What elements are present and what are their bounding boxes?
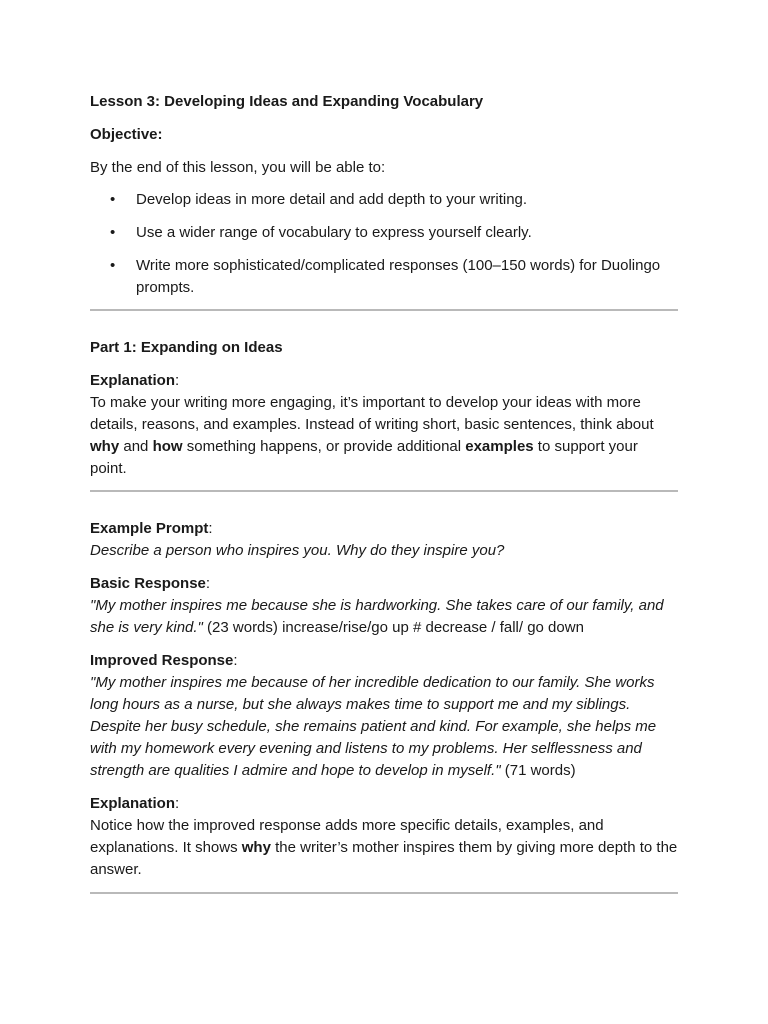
bold-run: examples — [465, 438, 534, 455]
text-run: to support your point. — [90, 438, 638, 477]
improved-response-block — [90, 650, 678, 782]
objective-item: • Develop ideas in more detail and add depth to your writing. — [90, 189, 678, 211]
objective-list — [90, 189, 678, 299]
objective-item: • Use a wider range of vocabulary to express yourself clearly. — [90, 222, 678, 244]
objective-heading: Objective: — [90, 126, 163, 143]
example-prompt-label — [90, 518, 678, 540]
document-page — [90, 91, 678, 894]
text-run: Notice how the improved response adds more specific details, examples, and explanations. It shows — [90, 817, 604, 856]
example-prompt-text: Describe a person who inspires you. Why do they inspire you? — [90, 542, 505, 559]
lesson-title: Lesson 3: Developing Ideas and Expanding Vocabulary — [90, 93, 484, 110]
text-run: and — [119, 438, 153, 455]
label-text: Improved Response — [90, 652, 234, 669]
text-run: (71 words) — [500, 762, 576, 779]
text-run: something happens, or provide additional — [182, 438, 466, 455]
quote-run: "My mother inspires me because she is hardworking. She takes care of our family, and she is very kind." — [90, 597, 664, 636]
quote-run: "My mother inspires me because of her incredible dedication to our family. She works long hours as a nurse, but she always makes time to support me and my siblings. Despite her busy schedule, she remains patient and kind. For example, she helps me with my homework every evening and listens to my problems. Her selflessness and strength are qualities I admire and hope to develop in myself." — [90, 674, 657, 779]
improved-response-label — [90, 650, 678, 672]
label-colon: : — [233, 652, 238, 669]
label-colon: : — [175, 795, 180, 812]
section-divider — [90, 309, 678, 311]
label-text: Explanation — [90, 372, 176, 389]
label-colon: : — [208, 520, 213, 537]
bold-run: why — [90, 438, 120, 455]
example-explanation-label — [90, 793, 678, 815]
bold-run: how — [152, 438, 183, 455]
bold-run: why — [241, 839, 271, 856]
part1-title: Part 1: Expanding on Ideas — [90, 339, 283, 356]
basic-response-label — [90, 573, 678, 595]
section-divider — [90, 490, 678, 492]
objective-item: • Write more sophisticated/complicated responses (100–150 words) for Duolingo prompts. — [90, 255, 678, 299]
part1-explanation-label — [90, 370, 678, 392]
part1-explanation-text — [90, 392, 678, 480]
section-divider — [90, 892, 678, 894]
basic-response-text — [90, 595, 678, 639]
text-run: (23 words) increase/rise/go up # decrease / fall/ go down — [202, 619, 584, 636]
label-colon: : — [175, 372, 180, 389]
example-explanation-text — [90, 815, 678, 881]
example-explanation-block — [90, 793, 678, 881]
text-run: the writer’s mother inspires them by giving more depth to the answer. — [90, 839, 678, 878]
label-text: Basic Response — [90, 575, 206, 592]
text-run: To make your writing more engaging, it’s important to develop your ideas with more details, reasons, and examples. Instead of writing short, basic sentences, think about — [90, 394, 654, 433]
objective-intro: By the end of this lesson, you will be able to: — [90, 159, 386, 176]
example-prompt-block — [90, 518, 678, 562]
improved-response-text — [90, 672, 678, 782]
label-text: Example Prompt — [90, 520, 209, 537]
basic-response-block — [90, 573, 678, 639]
label-colon: : — [205, 575, 211, 592]
label-text: Explanation — [90, 795, 176, 812]
